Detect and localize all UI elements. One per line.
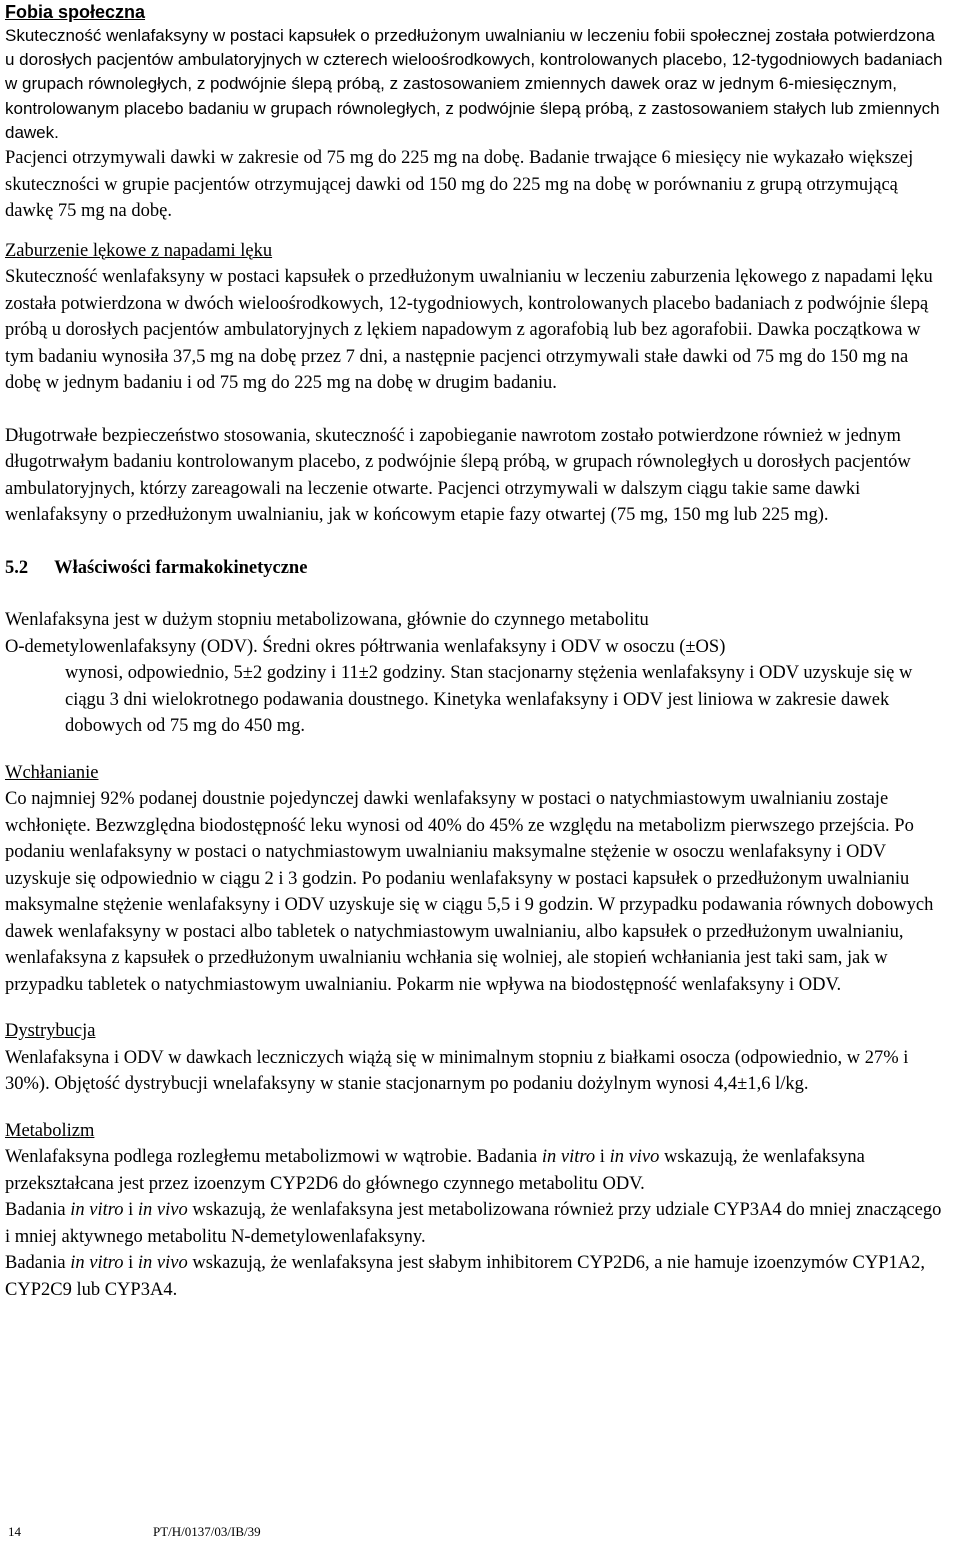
page-number: 14 [8, 1524, 21, 1539]
metabolism-p3-text-b: wskazują, że wenlafaksyna jest słabym inhibitorem CYP2D6, a nie hamuje izoenzymów CYP1A2, CYP2C9 lub CYP3A4. [5, 1253, 926, 1300]
metabolism-heading: Metabolizm [5, 1120, 95, 1141]
metabolism-paragraph-2 [5, 1197, 946, 1250]
social-phobia-text-1: Skuteczność wenlafaksyny w postaci kapsułek o przedłużonym uwalnianiu w leczeniu fobii społecznej została potwierdzona u dorosłych pacjentów ambulatoryjnych w czterech wieloośrodkowych, kontrolowanych placebo, 12-tygodniowych badaniach w grupach równoległych, z podwójnie ślepą próbą, z zastosowaniem zmiennych dawek oraz w jednym 6-miesięcznym, kontrolowanym placebo badaniu w grupach równoległych, z podwójnie ślepą próbą, z zastosowaniem stałych lub zmiennych dawek. [5, 26, 943, 142]
absorption-heading: Wchłanianie [5, 762, 99, 783]
in-vivo-term: in vivo [137, 1200, 188, 1221]
document-code: PT/H/0137/03/IB/39 [153, 1524, 261, 1539]
pharmacokinetics-intro [5, 607, 946, 740]
pk-intro-line-2: O-demetylowenlafaksyny (ODV). Średni okres półtrwania wenlafaksyny i ODV w osoczu (±OS) [5, 636, 726, 657]
social-phobia-heading: Fobia społeczna [5, 2, 146, 22]
in-vitro-term: in vitro [541, 1147, 596, 1168]
conjunction: i [128, 1253, 134, 1274]
long-term-paragraph: Długotrwałe bezpieczeństwo stosowania, skuteczność i zapobieganie nawrotom zostało potwierdzone również w jednym długotrwałym badaniu kontrolowanym placebo, z podwójnie ślepą próbą, w grupach równoległych u dorosłych pacjentów ambulatoryjnych, którzy zareagowali na leczenie otwarte. Pacjenci otrzymywali w dalszym ciągu takie same dawki wenlafaksyny o przedłużonym uwalnianiu, jak w końcowym etapie fazy otwartej (75 mg, 150 mg lub 225 mg). [5, 425, 911, 526]
section-number: 5.2 [5, 557, 29, 578]
social-phobia-paragraph-2: Pacjenci otrzymywali dawki w zakresie od 75 mg do 225 mg na dobę. Badanie trwające 6 miesięcy nie wykazało większej skuteczności w grupie pacjentów otrzymującej dawki od 150 mg do 225 mg na dobę w porównaniu z grupą otrzymującą dawkę 75 mg na dobę. [5, 148, 914, 222]
social-phobia-paragraph [5, 24, 946, 145]
in-vivo-term: in vivo [609, 1147, 660, 1168]
metabolism-paragraph-3 [5, 1250, 946, 1303]
distribution-section [5, 1018, 946, 1098]
section-title: Właściwości farmakokinetyczne [54, 557, 308, 578]
conjunction: i [599, 1147, 605, 1168]
metabolism-p1-text-b: wskazują, że wenlafaksyna przekształcana jest przez izoenzym CYP2D6 do głównego czynnego metabolitu ODV. [5, 1147, 865, 1194]
pk-intro-indented: wynosi, odpowiednio, 5±2 godziny i 11±2 godziny. Stan stacjonarny stężenia wenlafaksyny i ODV uzyskuje się w ciągu 3 dni wielokrotnego podawania doustnego. Kinetyka wenlafaksyny i ODV jest liniowa w zakresie dawek dobowych od 75 mg do 450 mg. [65, 663, 913, 737]
section-5-2-heading [5, 555, 946, 582]
in-vitro-term: in vitro [70, 1200, 124, 1221]
metabolism-section [5, 1118, 946, 1304]
metabolism-paragraph-1 [5, 1144, 946, 1197]
metabolism-p3-text-a: Badania [5, 1253, 66, 1274]
absorption-paragraph: Co najmniej 92% podanej doustnie pojedynczej dawki wenlafaksyny w postaci o natychmiastowym uwalnianiu zostaje wchłonięte. Bezwzględna biodostępność leku wynosi od 40% do 45% ze względu na metabolizm pierwszego przejścia. Po podaniu wenlafaksyny w postaci o natychmiastowym uwalnianiu maksymalne stężenie w osoczu wenlafaksyny i ODV uzyskuje się odpowiednio w ciągu 2 i 3 godzin. Po podaniu wenlafaksyny w postaci kapsułek o przedłużonym uwalnianiu maksymalne stężenie wenlafaksyny i ODV uzyskuje się w ciągu 5,5 i 9 godzin. W przypadku podawania równych dobowych dawek wenlafaksyny w postaci albo tabletek o natychmiastowym uwalnianiu, albo kapsułek o przedłużonym uwalnianiu, wenlafaksyna z kapsułek o przedłużonym uwalnianiu wchłania się wolniej, ale stopień wchłaniania jest taki sam, jak w przypadku tabletek o natychmiastowym uwalnianiu. Pokarm nie wpływa na biodostępność wenlafaksyny i ODV. [5, 789, 934, 995]
social-phobia-section [5, 0, 946, 145]
panic-disorder-section [5, 238, 946, 397]
pk-intro-line-1: Wenlafaksyna jest w dużym stopniu metabolizowana, głównie do czynnego metabolitu [5, 610, 649, 631]
metabolism-p2-text-a: Badania [5, 1200, 66, 1221]
in-vivo-term: in vivo [137, 1253, 188, 1274]
absorption-section [5, 760, 946, 999]
metabolism-p1-text-a: Wenlafaksyna podlega rozległemu metabolizmowi w wątrobie. Badania [5, 1147, 538, 1168]
distribution-heading: Dystrybucja [5, 1021, 96, 1042]
distribution-paragraph: Wenlafaksyna i ODV w dawkach leczniczych wiążą się w minimalnym stopniu z białkami osocza (odpowiednio, w 27% i 30%). Objętość dystrybucji wnelafaksyny w stanie stacjonarnym po podaniu dożylnym wynosi 4,4±1,6 l/kg. [5, 1047, 909, 1095]
page-footer [8, 1524, 261, 1540]
in-vitro-term: in vitro [70, 1253, 124, 1274]
panic-disorder-heading: Zaburzenie lękowe z napadami lęku [5, 240, 273, 261]
metabolism-p2-text-b: wskazują, że wenlafaksyna jest metabolizowana również przy udziale CYP3A4 do mniej znaczącego i mniej aktywnego metabolitu N-demetylowenlafaksyny. [5, 1200, 942, 1247]
panic-disorder-paragraph: Skuteczność wenlafaksyny w postaci kapsułek o przedłużonym uwalnianiu w leczeniu zaburzenia lękowego z napadami lęku została potwierdzona w dwóch wieloośrodkowych, 12-tygodniowych, kontrolowanych placebo badaniach z podwójnie ślepą próbą u dorosłych pacjentów ambulatoryjnych z lękiem napadowym z agorafobią lub bez agorafobii. Dawka początkowa w tym badaniu wynosiła 37,5 mg na dobę przez 7 dni, a następnie pacjenci otrzymywali stałe dawki od 75 mg do 150 mg na dobę w jednym badaniu i od 75 mg do 225 mg na dobę w drugim badaniu. [5, 267, 933, 394]
conjunction: i [128, 1200, 134, 1221]
